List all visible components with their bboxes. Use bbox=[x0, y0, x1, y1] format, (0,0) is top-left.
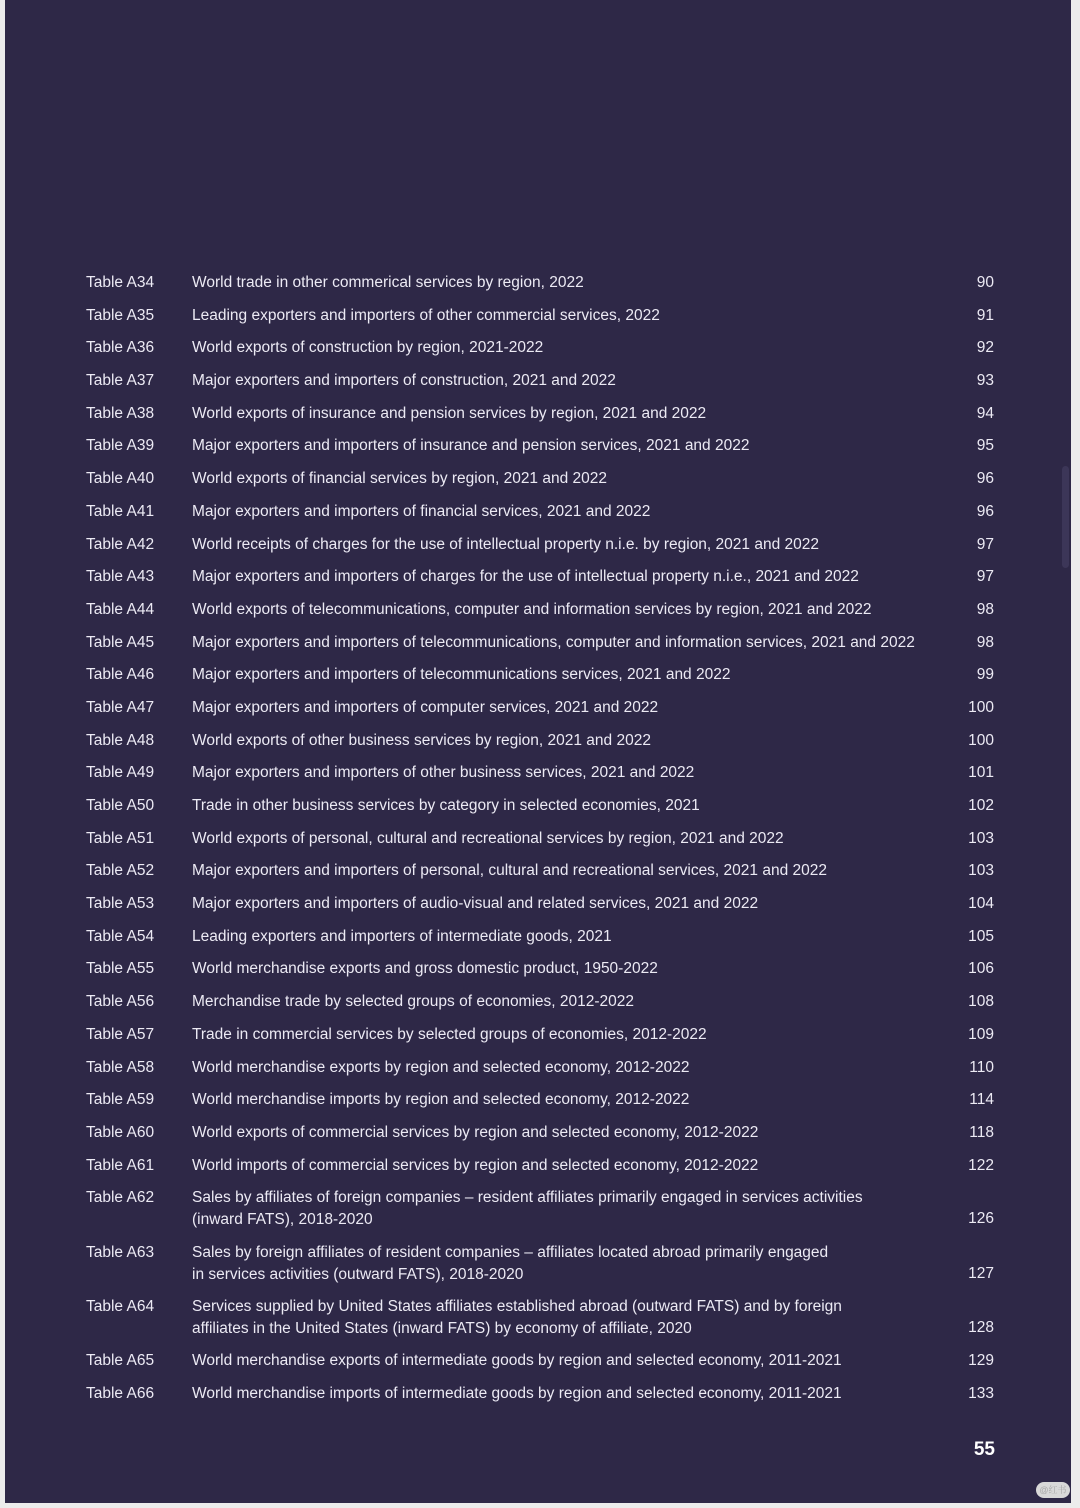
toc-title-line: World imports of commercial services by region and selected economy, 2012-2022 bbox=[192, 1156, 759, 1174]
toc-entry[interactable] bbox=[86, 697, 994, 730]
toc-entry[interactable] bbox=[86, 1089, 994, 1122]
toc-table-label: Table A60 bbox=[86, 1123, 155, 1141]
toc-table-label: Table A37 bbox=[86, 372, 155, 390]
toc-table-label: Table A34 bbox=[86, 274, 155, 291]
toc-entry[interactable] bbox=[86, 305, 994, 338]
toc-title bbox=[192, 1155, 932, 1177]
toc-title-line: Major exporters and importers of other business services, 2021 and 2022 bbox=[192, 764, 695, 782]
toc-page-number: 91 bbox=[976, 306, 994, 324]
toc-entry[interactable] bbox=[86, 1122, 994, 1155]
toc-table-label: Table A39 bbox=[86, 437, 155, 455]
toc-title bbox=[192, 1089, 932, 1111]
toc-title-line: Major exporters and importers of personal, cultural and recreational services, 2021 and 2022 bbox=[192, 862, 827, 880]
toc-table-label: Table A45 bbox=[86, 633, 155, 651]
toc-page-number: 103 bbox=[968, 829, 994, 847]
toc-title-line: (inward FATS), 2018-2020 bbox=[192, 1211, 373, 1229]
toc-title-line: Leading exporters and importers of intermediate goods, 2021 bbox=[192, 927, 612, 945]
toc-title-line: World merchandise exports by region and selected economy, 2012-2022 bbox=[192, 1058, 690, 1076]
toc-title-line: World exports of financial services by region, 2021 and 2022 bbox=[192, 470, 608, 488]
toc-table-label: Table A63 bbox=[86, 1243, 155, 1261]
toc-page-number: 114 bbox=[969, 1091, 994, 1109]
toc-table-label: Table A58 bbox=[86, 1058, 155, 1076]
toc-title-line: World receipts of charges for the use of intellectual property n.i.e. by region, 2021 and 2022 bbox=[192, 535, 819, 553]
toc-title-line: World trade in other commerical services by region, 2022 bbox=[192, 274, 584, 291]
toc-entry[interactable] bbox=[86, 860, 994, 893]
toc-title bbox=[192, 795, 932, 817]
toc-title-line: World merchandise exports of intermediate goods by region and selected economy, 2011-2021 bbox=[192, 1352, 842, 1370]
toc-title-line: affiliates in the United States (inward FATS) by economy of affiliate, 2020 bbox=[192, 1319, 692, 1337]
toc-entry[interactable] bbox=[86, 991, 994, 1024]
toc-table-label: Table A41 bbox=[86, 502, 155, 520]
toc-page-number: 106 bbox=[968, 960, 994, 978]
toc-title-line: Sales by affiliates of foreign companies – resident affiliates primarily engaged in services activities bbox=[192, 1189, 863, 1207]
toc-title bbox=[192, 1187, 932, 1231]
toc-table-label: Table A51 bbox=[86, 829, 155, 847]
toc-table-label: Table A55 bbox=[86, 960, 155, 978]
toc-title-line: World exports of personal, cultural and recreational services by region, 2021 and 2022 bbox=[192, 829, 784, 847]
toc-entry[interactable] bbox=[86, 534, 994, 567]
watermark-badge: @红书 bbox=[1036, 1482, 1070, 1498]
toc-entry[interactable] bbox=[86, 1350, 994, 1383]
toc-title-line: Merchandise trade by selected groups of economies, 2012-2022 bbox=[192, 993, 635, 1011]
toc-table-label: Table A62 bbox=[86, 1189, 155, 1207]
toc-title bbox=[192, 468, 932, 490]
toc-title-line: Major exporters and importers of construction, 2021 and 2022 bbox=[192, 372, 616, 390]
toc-entry[interactable] bbox=[86, 632, 994, 665]
toc-page-number: 98 bbox=[976, 600, 994, 618]
toc-entry[interactable] bbox=[86, 1242, 994, 1296]
toc-table-label: Table A40 bbox=[86, 470, 155, 488]
toc-title bbox=[192, 1242, 932, 1286]
toc-entry[interactable] bbox=[86, 501, 994, 534]
toc-title-line: in services activities (outward FATS), 2018-2020 bbox=[192, 1265, 524, 1283]
toc-title bbox=[192, 534, 932, 556]
toc-page-number: 122 bbox=[968, 1156, 994, 1174]
toc-entry[interactable] bbox=[86, 1057, 994, 1090]
toc-title-line: Trade in other business services by category in selected economies, 2021 bbox=[192, 797, 700, 814]
toc-page-number: 95 bbox=[976, 437, 994, 455]
toc-table-label: Table A36 bbox=[86, 339, 155, 357]
toc-title-line: World exports of telecommunications, computer and information services by region, 2021 and 2022 bbox=[192, 600, 872, 618]
toc-title bbox=[192, 435, 932, 457]
toc-title bbox=[192, 1024, 932, 1046]
toc-title-line: Sales by foreign affiliates of resident companies – affiliates located abroad primarily engaged bbox=[192, 1243, 829, 1261]
toc-table-label: Table A59 bbox=[86, 1091, 155, 1109]
toc-entry[interactable] bbox=[86, 664, 994, 697]
toc-entry[interactable] bbox=[86, 468, 994, 501]
toc-title bbox=[192, 730, 932, 752]
toc-page-number: 97 bbox=[976, 535, 994, 553]
toc-title-line: Major exporters and importers of insurance and pension services, 2021 and 2022 bbox=[192, 437, 750, 455]
toc-title-line: World exports of construction by region, 2021-2022 bbox=[192, 339, 544, 357]
toc-entry[interactable] bbox=[86, 566, 994, 599]
toc-page-number: 133 bbox=[968, 1384, 994, 1402]
toc-table-label: Table A52 bbox=[86, 862, 155, 880]
toc-page-number: 99 bbox=[976, 666, 994, 684]
toc-title bbox=[192, 828, 932, 850]
toc-page-number: 93 bbox=[976, 372, 994, 390]
toc-title bbox=[192, 566, 932, 588]
toc-page-number: 97 bbox=[976, 568, 994, 586]
toc-table-label: Table A57 bbox=[86, 1025, 155, 1043]
toc-entry[interactable] bbox=[86, 403, 994, 436]
toc-title-line: Major exporters and importers of telecommunications services, 2021 and 2022 bbox=[192, 666, 731, 684]
toc-table-label: Table A64 bbox=[86, 1297, 155, 1315]
toc-page-number: 98 bbox=[976, 633, 994, 651]
toc-entry[interactable] bbox=[86, 762, 994, 795]
toc-entry[interactable] bbox=[86, 1383, 994, 1416]
toc-table-label: Table A49 bbox=[86, 764, 155, 782]
toc-entry[interactable] bbox=[86, 795, 994, 828]
toc-page-number: 92 bbox=[976, 339, 994, 357]
toc-table-label: Table A54 bbox=[86, 927, 155, 945]
toc-entry[interactable] bbox=[86, 828, 994, 861]
toc-title-line: Major exporters and importers of charges for the use of intellectual property n.i.e., 2021 and 2022 bbox=[192, 568, 859, 586]
scrollbar[interactable] bbox=[1062, 466, 1069, 568]
toc-page-number: 105 bbox=[968, 927, 994, 945]
toc-table-label: Table A44 bbox=[86, 600, 155, 618]
toc-entry[interactable] bbox=[86, 1187, 994, 1241]
toc-title bbox=[192, 403, 932, 425]
toc-table-label: Table A66 bbox=[86, 1384, 155, 1402]
toc-page-number: 109 bbox=[968, 1025, 994, 1043]
toc-title-line: Services supplied by United States affiliates established abroad (outward FATS) and by foreign bbox=[192, 1297, 842, 1315]
toc-title bbox=[192, 632, 932, 654]
page-number: 55 bbox=[973, 1439, 995, 1460]
toc-title bbox=[192, 1296, 932, 1340]
toc-entry[interactable] bbox=[86, 958, 994, 991]
toc-page-number: 102 bbox=[968, 797, 994, 814]
document-page bbox=[5, 0, 1071, 1503]
toc-entry[interactable] bbox=[86, 893, 994, 926]
toc-title bbox=[192, 664, 932, 686]
toc-table-label: Table A50 bbox=[86, 797, 155, 814]
toc-title-line: Major exporters and importers of financial services, 2021 and 2022 bbox=[192, 502, 651, 520]
toc-title bbox=[192, 1383, 932, 1405]
toc-entry[interactable] bbox=[86, 1024, 994, 1057]
toc-entry[interactable] bbox=[86, 337, 994, 370]
toc-entry[interactable] bbox=[86, 926, 994, 959]
toc-title-line: Leading exporters and importers of other commercial services, 2022 bbox=[192, 306, 660, 324]
toc-title bbox=[192, 272, 932, 294]
toc-entry[interactable] bbox=[86, 599, 994, 632]
toc-entry[interactable] bbox=[86, 730, 994, 763]
toc-title bbox=[192, 958, 932, 980]
toc-title bbox=[192, 762, 932, 784]
toc-title bbox=[192, 697, 932, 719]
toc-page-number: 103 bbox=[968, 862, 994, 880]
toc-title-line: World exports of insurance and pension services by region, 2021 and 2022 bbox=[192, 404, 707, 422]
toc-page-number: 96 bbox=[976, 502, 994, 520]
toc-table-label: Table A42 bbox=[86, 535, 155, 553]
toc-page-number: 100 bbox=[968, 731, 994, 749]
toc-title bbox=[192, 501, 932, 523]
toc-title-line: Trade in commercial services by selected groups of economies, 2012-2022 bbox=[192, 1025, 707, 1043]
toc-page-number: 104 bbox=[968, 895, 994, 913]
toc-page-number: 127 bbox=[968, 1264, 994, 1282]
toc-entry[interactable] bbox=[86, 1296, 994, 1350]
toc-title bbox=[192, 370, 932, 392]
toc-title-line: World exports of commercial services by region and selected economy, 2012-2022 bbox=[192, 1123, 759, 1141]
toc-title bbox=[192, 1057, 932, 1079]
toc-title-line: World merchandise exports and gross domestic product, 1950-2022 bbox=[192, 960, 658, 978]
toc-table-label: Table A47 bbox=[86, 698, 155, 716]
toc-title bbox=[192, 1350, 932, 1372]
toc-title-line: World exports of other business services by region, 2021 and 2022 bbox=[192, 731, 651, 749]
toc-page-number: 129 bbox=[968, 1352, 994, 1370]
table-of-contents bbox=[86, 272, 994, 1416]
toc-page-number: 90 bbox=[976, 274, 994, 291]
toc-page-number: 94 bbox=[976, 404, 994, 422]
toc-page-number: 126 bbox=[968, 1210, 994, 1228]
toc-table-label: Table A48 bbox=[86, 731, 155, 749]
toc-table-label: Table A53 bbox=[86, 895, 155, 913]
toc-entry[interactable] bbox=[86, 370, 994, 403]
toc-table-label: Table A46 bbox=[86, 666, 155, 684]
toc-title bbox=[192, 599, 932, 621]
toc-page-number: 128 bbox=[968, 1318, 994, 1336]
toc-table-label: Table A56 bbox=[86, 993, 155, 1011]
toc-entry[interactable] bbox=[86, 1155, 994, 1188]
toc-title-line: Major exporters and importers of telecommunications, computer and information services, 2021 and 2022 bbox=[192, 633, 915, 651]
toc-title bbox=[192, 893, 932, 915]
toc-title bbox=[192, 860, 932, 882]
toc-page-number: 118 bbox=[969, 1123, 994, 1141]
toc-table-label: Table A38 bbox=[86, 404, 155, 422]
toc-entry[interactable] bbox=[86, 272, 994, 305]
toc-title bbox=[192, 337, 932, 359]
toc-table-label: Table A35 bbox=[86, 306, 155, 324]
toc-title-line: Major exporters and importers of audio-visual and related services, 2021 and 2022 bbox=[192, 895, 759, 913]
toc-title-line: Major exporters and importers of computer services, 2021 and 2022 bbox=[192, 698, 659, 716]
toc-page-number: 100 bbox=[968, 698, 994, 716]
toc-page-number: 108 bbox=[968, 993, 994, 1011]
toc-entry[interactable] bbox=[86, 435, 994, 468]
toc-title bbox=[192, 991, 932, 1013]
toc-page-number: 101 bbox=[968, 764, 994, 782]
toc-page-number: 110 bbox=[969, 1058, 994, 1076]
toc-page-number: 96 bbox=[976, 470, 994, 488]
toc-table-label: Table A65 bbox=[86, 1352, 155, 1370]
toc-title-line: World merchandise imports of intermediate goods by region and selected economy, 2011-2021 bbox=[192, 1384, 842, 1402]
toc-table-label: Table A61 bbox=[86, 1156, 155, 1174]
toc-title bbox=[192, 1122, 932, 1144]
toc-title bbox=[192, 305, 932, 327]
toc-title bbox=[192, 926, 932, 948]
toc-title-line: World merchandise imports by region and selected economy, 2012-2022 bbox=[192, 1091, 690, 1109]
toc-table-label: Table A43 bbox=[86, 568, 155, 586]
